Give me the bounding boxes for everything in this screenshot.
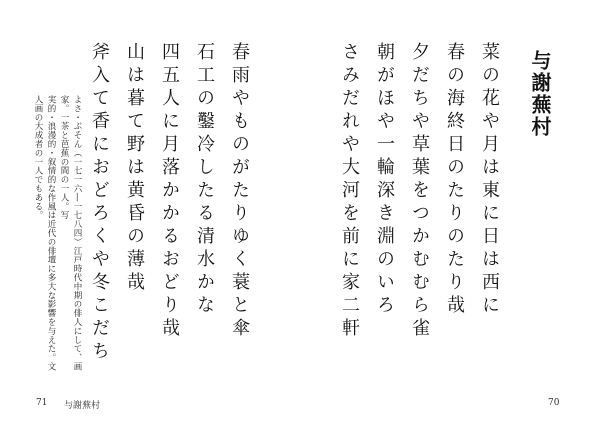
haiku-line: 朝がほや一輪深き淵のいろ — [374, 42, 395, 318]
haiku-line: 春雨やものがたりゆく蓑と傘 — [229, 42, 250, 341]
running-title: 与謝蕪村 — [64, 401, 101, 411]
haiku-line: 菜の花や月は東に日は西に — [479, 42, 500, 318]
haiku-line: 四五人に月落かかるおどり哉 — [159, 42, 180, 341]
page-title: 与謝蕪村 — [528, 50, 552, 138]
haiku-line: 夕だちや草葉をつかむむら雀 — [409, 42, 430, 341]
haiku-line: 春の海終日のたりのたり哉 — [444, 42, 465, 318]
biography-note-line: 実的・浪漫的・叙情的な作風は近代の俳壇に多大な影響を与えた。文人画の大成者の一人でもある。 — [33, 95, 56, 371]
haiku-line: 石工の鑿冷したる清水かな — [194, 42, 215, 318]
haiku-line: 山は暮て野は黄昏の薄哉 — [124, 42, 145, 295]
biography-note-line: よさ・ぶそん（一七一六―一七八四）江戸時代中期の俳人にして、画家。一茶と芭蕉の間の一人。写 — [59, 95, 82, 371]
page-number-left: 71 — [36, 398, 48, 408]
haiku-line: 斧入て香におどろくや冬こだち — [89, 42, 110, 364]
haiku-line: さみだれや大河を前に家二軒 — [339, 42, 360, 341]
biography-note — [31, 95, 83, 375]
page-number-right: 70 — [548, 398, 560, 408]
